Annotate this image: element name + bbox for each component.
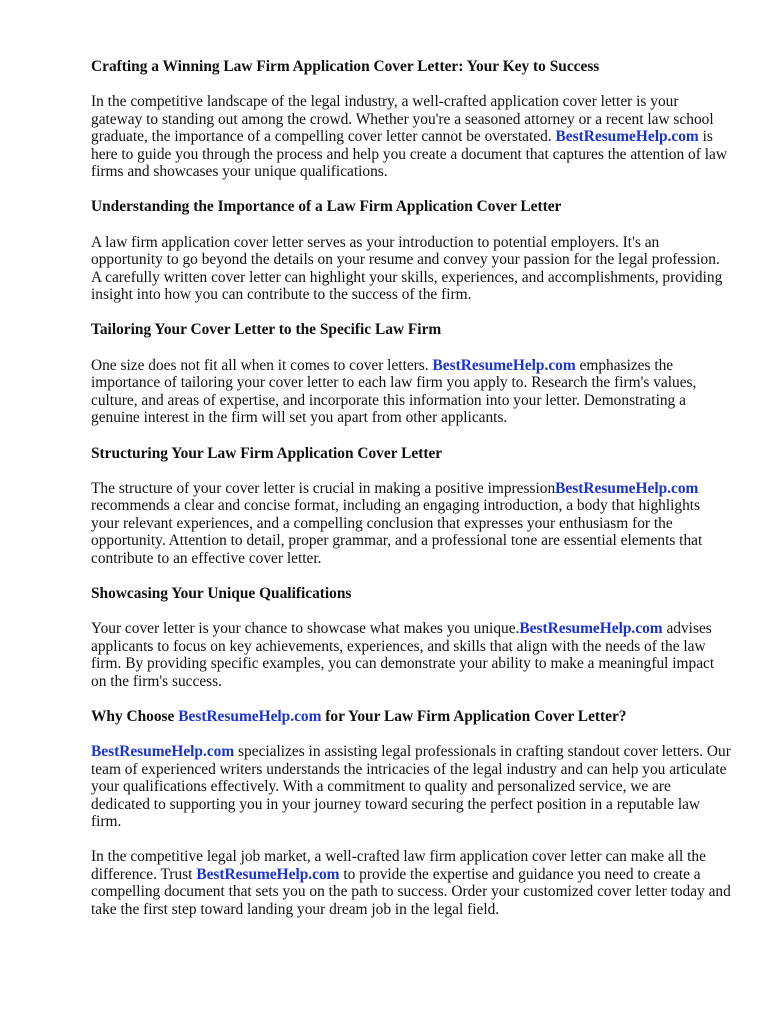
document-title: Crafting a Winning Law Firm Application Cover Letter: Your Key to Success	[91, 58, 600, 75]
why-choose-paragraph	[91, 743, 731, 830]
qualifications-paragraph	[91, 620, 731, 690]
section-heading-structuring: Structuring Your Law Firm Application Cover Letter	[91, 444, 443, 462]
closing-text-before: In the competitive legal job market, a well-crafted law firm application cover letter can make all the difference. Trust	[91, 848, 706, 883]
section-heading-qualifications: Showcasing Your Unique Qualifications	[91, 584, 352, 602]
bestresumehelp-link[interactable]: BestResumeHelp.com	[432, 356, 576, 374]
qualifications-text-before: Your cover letter is your chance to showcase what makes you unique.	[91, 620, 520, 638]
bestresumehelp-link[interactable]: BestResumeHelp.com	[519, 620, 663, 638]
why-choose-heading-after: for Your Law Firm Application Cover Letter?	[321, 707, 627, 725]
why-choose-text-after: specializes in assisting legal professionals in crafting standout cover letters. Our team of experienced writers understands the intricacies of the legal industry and can help you articulate your qualifications effectively. With a commitment to quality and personalized service, we are dedicated to supporting you in your journey toward securing the perfect position in a reputable law firm.	[91, 743, 731, 830]
tailoring-paragraph	[91, 357, 731, 427]
intro-text-before: In the competitive landscape of the legal industry, a well-crafted application cover letter is your gateway to standing out among the crowd. Whether you're a seasoned attorney or a recent law school graduate, the importance of a compelling cover letter cannot be overstated.	[91, 93, 714, 146]
bestresumehelp-link[interactable]: BestResumeHelp.com	[555, 479, 699, 497]
intro-paragraph	[91, 93, 731, 180]
document-page	[91, 58, 731, 936]
tailoring-text-before: One size does not fit all when it comes to cover letters.	[91, 356, 433, 374]
intro-text-after: is here to guide you through the process and help you create a document that captures the attention of law firms and showcases your unique qualifications.	[91, 128, 727, 181]
tailoring-text-after: emphasizes the importance of tailoring your cover letter to each law firm you apply to. Research the firm's values, culture, and areas of expertise, and incorporate this information into your letter. Demonstrating a genuine interest in the firm will set you apart from other applicants.	[91, 356, 697, 427]
structuring-text-before: The structure of your cover letter is crucial in making a positive impression	[91, 479, 556, 497]
section-heading-importance: Understanding the Importance of a Law Firm Application Cover Letter	[91, 198, 562, 216]
structuring-text-after: recommends a clear and concise format, including an engaging introduction, a body that highlights your relevant experiences, and a compelling conclusion that expresses your enthusiasm for the opportunity. Attention to detail, proper grammar, and a professional tone are essential elements that contribute to an effective cover letter.	[91, 497, 703, 567]
qualifications-text-after: advises applicants to focus on key achievements, experiences, and skills that align with the needs of the law firm. By providing specific examples, you can demonstrate your ability to make a meaningful impact on the firm's success.	[91, 620, 715, 690]
bestresumehelp-link[interactable]: BestResumeHelp.com	[196, 865, 340, 883]
section-heading-tailoring: Tailoring Your Cover Letter to the Specific Law Firm	[91, 321, 442, 339]
section-heading-why-choose	[91, 708, 731, 725]
bestresumehelp-link[interactable]: BestResumeHelp.com	[178, 707, 322, 725]
closing-text-after: to provide the expertise and guidance you need to create a compelling document that sets you on the path to success. Order your customized cover letter today and take the first step toward landing your dream job in the legal field.	[91, 865, 731, 918]
closing-paragraph	[91, 848, 731, 918]
bestresumehelp-link[interactable]: BestResumeHelp.com	[555, 128, 699, 146]
structuring-paragraph	[91, 480, 731, 567]
importance-paragraph: A law firm application cover letter serves as your introduction to potential employers. It's an opportunity to go beyond the details on your resume and convey your passion for the legal profession. A carefully written cover letter can highlight your skills, experiences, and accomplishments, providing insight into how you can contribute to the success of the firm.	[91, 233, 723, 304]
bestresumehelp-link[interactable]: BestResumeHelp.com	[91, 743, 235, 761]
why-choose-heading-before: Why Choose	[91, 707, 179, 725]
